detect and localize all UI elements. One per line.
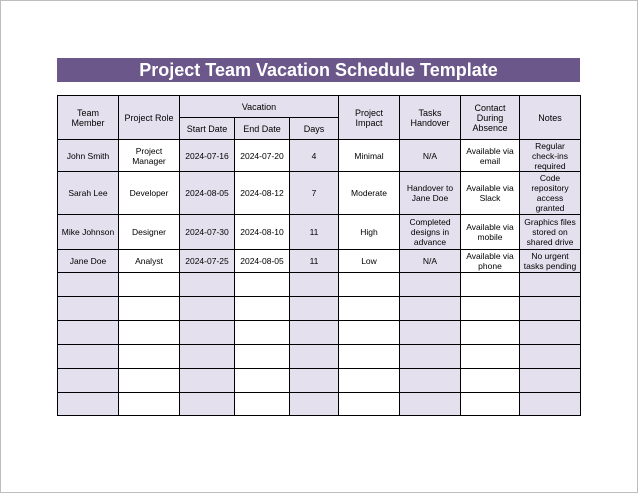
cell-contact: Available via mobile [461,215,520,250]
empty-cell[interactable] [520,369,581,393]
empty-cell[interactable] [461,321,520,345]
cell-member: John Smith [58,140,119,172]
empty-cell[interactable] [180,345,235,369]
header-start-date: Start Date [180,118,235,140]
cell-contact: Available via Slack [461,172,520,215]
empty-cell[interactable] [58,393,119,416]
empty-cell[interactable] [339,393,400,416]
cell-end: 2024-07-20 [235,140,290,172]
cell-notes: Regular check-ins required [520,140,581,172]
cell-days: 4 [290,140,339,172]
empty-cell[interactable] [58,273,119,297]
cell-impact: Minimal [339,140,400,172]
empty-row [58,321,581,345]
empty-cell[interactable] [119,345,180,369]
cell-notes: Code repository access granted [520,172,581,215]
empty-cell[interactable] [339,369,400,393]
empty-cell[interactable] [461,297,520,321]
cell-handover: N/A [400,140,461,172]
header-project-impact: Project Impact [339,96,400,140]
cell-end: 2024-08-10 [235,215,290,250]
header-end-date: End Date [235,118,290,140]
empty-cell[interactable] [339,345,400,369]
cell-notes: Graphics files stored on shared drive [520,215,581,250]
empty-cell[interactable] [290,321,339,345]
empty-cell[interactable] [180,369,235,393]
empty-cell[interactable] [461,369,520,393]
empty-cell[interactable] [520,273,581,297]
empty-cell[interactable] [400,273,461,297]
cell-contact: Available via phone [461,250,520,273]
empty-cell[interactable] [58,321,119,345]
empty-cell[interactable] [119,297,180,321]
cell-role: Designer [119,215,180,250]
empty-cell[interactable] [290,297,339,321]
empty-cell[interactable] [290,345,339,369]
cell-role: Project Manager [119,140,180,172]
cell-end: 2024-08-12 [235,172,290,215]
empty-cell[interactable] [400,369,461,393]
cell-days: 11 [290,215,339,250]
empty-cell[interactable] [461,393,520,416]
empty-cell[interactable] [235,273,290,297]
empty-cell[interactable] [339,273,400,297]
table-row [58,140,581,172]
cell-impact: Moderate [339,172,400,215]
empty-cell[interactable] [119,321,180,345]
empty-cell[interactable] [119,369,180,393]
empty-cell[interactable] [290,273,339,297]
empty-cell[interactable] [520,321,581,345]
empty-row [58,297,581,321]
cell-member: Jane Doe [58,250,119,273]
header-vacation: Vacation [180,96,339,118]
cell-start: 2024-07-16 [180,140,235,172]
cell-start: 2024-07-30 [180,215,235,250]
empty-cell[interactable] [180,297,235,321]
cell-role: Analyst [119,250,180,273]
empty-cell[interactable] [235,369,290,393]
vacation-schedule-table [57,95,581,416]
header-team-member: Team Member [58,96,119,140]
cell-handover: N/A [400,250,461,273]
header-contact: Contact During Absence [461,96,520,140]
empty-cell[interactable] [180,321,235,345]
cell-start: 2024-07-25 [180,250,235,273]
empty-cell[interactable] [290,369,339,393]
empty-cell[interactable] [520,393,581,416]
cell-handover: Completed designs in advance [400,215,461,250]
empty-cell[interactable] [461,345,520,369]
empty-cell[interactable] [58,345,119,369]
empty-cell[interactable] [339,321,400,345]
empty-cell[interactable] [235,345,290,369]
table-row [58,172,581,215]
empty-cell[interactable] [461,273,520,297]
header-days: Days [290,118,339,140]
empty-cell[interactable] [58,297,119,321]
empty-cell[interactable] [520,297,581,321]
cell-member: Mike Johnson [58,215,119,250]
cell-impact: Low [339,250,400,273]
empty-cell[interactable] [520,345,581,369]
cell-end: 2024-08-05 [235,250,290,273]
empty-cell[interactable] [290,393,339,416]
empty-cell[interactable] [180,393,235,416]
cell-role: Developer [119,172,180,215]
empty-row [58,369,581,393]
empty-cell[interactable] [58,369,119,393]
empty-cell[interactable] [400,321,461,345]
empty-row [58,345,581,369]
empty-cell[interactable] [400,393,461,416]
cell-days: 7 [290,172,339,215]
cell-days: 11 [290,250,339,273]
empty-cell[interactable] [339,297,400,321]
page-title: Project Team Vacation Schedule Template [57,58,580,82]
empty-cell[interactable] [119,393,180,416]
header-project-role: Project Role [119,96,180,140]
empty-cell[interactable] [235,297,290,321]
header-row-1 [58,96,581,118]
header-notes: Notes [520,96,581,140]
empty-row [58,273,581,297]
empty-cell[interactable] [119,273,180,297]
table-row [58,215,581,250]
empty-cell[interactable] [235,321,290,345]
header-tasks-handover: Tasks Handover [400,96,461,140]
empty-cell[interactable] [180,273,235,297]
cell-contact: Available via email [461,140,520,172]
cell-start: 2024-08-05 [180,172,235,215]
cell-member: Sarah Lee [58,172,119,215]
empty-cell[interactable] [235,393,290,416]
cell-handover: Handover to Jane Doe [400,172,461,215]
cell-notes: No urgent tasks pending [520,250,581,273]
empty-cell[interactable] [400,297,461,321]
cell-impact: High [339,215,400,250]
table-row [58,250,581,273]
empty-cell[interactable] [400,345,461,369]
empty-row [58,393,581,416]
